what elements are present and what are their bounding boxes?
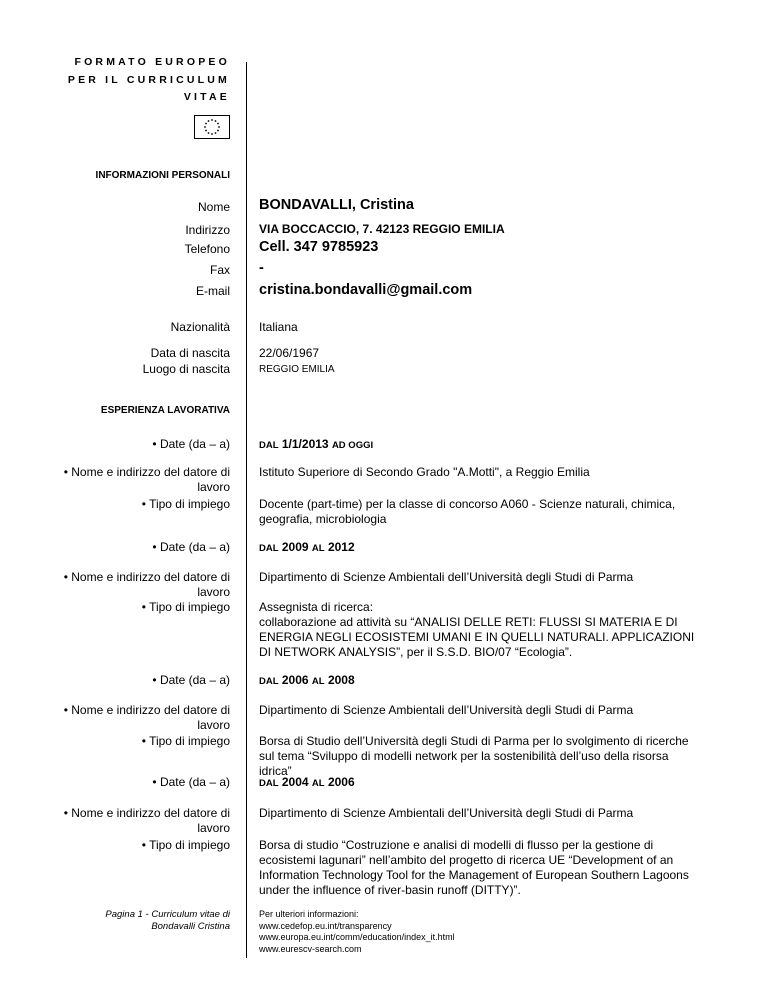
type-value: Borsa di Studio dell’Università degli Studi di Parma per lo svolgimento di ricerche sul tema “Sviluppo di modelli network per la sostenibilità dell’uso della risorsa idrica” (259, 734, 689, 778)
footer-link-cedefop[interactable]: www.cedefop.eu.int/transparency (259, 920, 392, 931)
date-value: DAL 2006 AL 2008 (259, 673, 355, 687)
employer-label: • Nome e indirizzo del datore di lavoro (63, 465, 230, 494)
phone-value: Cell. 347 9785923 (259, 239, 379, 255)
header-line-2: PER IL CURRICULUM (67, 74, 230, 86)
type-value: Docente (part-time) per la classe di concorso A060 - Scienze naturali, chimica, geografia, microbiologia (259, 497, 676, 526)
type-value: Borsa di studio “Costruzione e analisi di modelli di flusso per la gestione di ecosistemi lagunari” nell’ambito del progetto di ricerca UE “Development of an Information Technology Tool for the Management of European Southern Lagoons under the influence of river-basin runoff (DITTY)”. (259, 838, 689, 897)
date-value: DAL 2009 AL 2012 (259, 540, 355, 554)
section-title-personal: INFORMAZIONI PERSONALI (95, 170, 230, 181)
header-line-1: FORMATO EUROPEO (74, 56, 230, 68)
address-value: VIA BOCCACCIO, 7. 42123 REGGIO EMILIA (259, 222, 505, 236)
date-label: • Date (da – a) (152, 540, 230, 554)
employer-value: Dipartimento di Scienze Ambientali dell’Università degli Studi di Parma (259, 570, 634, 584)
page-footer-right (259, 909, 455, 955)
footer-link-eurescv[interactable]: www.eurescv-search.com (259, 943, 362, 954)
date-label: • Date (da – a) (152, 437, 230, 451)
employer-label: • Nome e indirizzo del datore di lavoro (63, 806, 230, 835)
nationality-value: Italiana (259, 320, 298, 334)
eu-flag-icon (194, 115, 230, 139)
birthplace-label: Luogo di nascita (142, 362, 230, 376)
footer-owner-name: Bondavalli Cristina (151, 921, 230, 932)
footer-page-label: Pagina 1 - Curriculum vitae di (105, 909, 230, 920)
employer-value: Dipartimento di Scienze Ambientali dell’Università degli Studi di Parma (259, 806, 634, 820)
page-footer-left (105, 909, 230, 933)
email-value: cristina.bondavalli@gmail.com (259, 282, 473, 298)
employer-label: • Nome e indirizzo del datore di lavoro (63, 570, 230, 599)
date-label: • Date (da – a) (152, 775, 230, 789)
phone-label: Telefono (184, 242, 230, 256)
date-label: • Date (da – a) (152, 673, 230, 687)
type-label: • Tipo di impiego (141, 600, 230, 614)
email-label: E-mail (195, 284, 230, 298)
employer-value: Istituto Superiore di Secondo Grado "A.Motti", a Reggio Emilia (259, 465, 590, 479)
date-value: DAL 2004 AL 2006 (259, 775, 355, 789)
footer-link-europa[interactable]: www.europa.eu.int/comm/education/index_it.html (259, 932, 455, 942)
address-label: Indirizzo (185, 223, 230, 237)
type-value: Assegnista di ricerca: collaborazione ad attività su “ANALISI DELLE RETI: FLUSSI SI MATERIA E DI ENERGIA NEGLI ECOSISTEMI UMANI E IN QUELLI NATURALI. APPLICAZIONI DI NETWORK ANALYSIS”, per il S.S.D. BIO/07 “Ecologia”. (259, 600, 695, 659)
name-value: BONDAVALLI, Cristina (259, 197, 414, 213)
employer-value: Dipartimento di Scienze Ambientali dell’Università degli Studi di Parma (259, 703, 634, 717)
name-label: Nome (197, 200, 230, 214)
type-label: • Tipo di impiego (141, 838, 230, 852)
date-value: DAL 1/1/2013 AD OGGI (259, 437, 374, 451)
section-title-experience: ESPERIENZA LAVORATIVA (100, 405, 230, 416)
nationality-label: Nazionalità (170, 320, 230, 334)
type-label: • Tipo di impiego (141, 497, 230, 511)
footer-info-label: Per ulteriori informazioni: (259, 909, 359, 919)
fax-value: - (259, 260, 264, 276)
birthplace-value: REGGIO EMILIA (259, 364, 335, 375)
header-line-3: VITAE (183, 91, 230, 103)
type-label: • Tipo di impiego (141, 734, 230, 748)
birthdate-label: Data di nascita (150, 346, 230, 360)
vertical-divider (246, 62, 247, 958)
birthdate-value: 22/06/1967 (259, 346, 320, 360)
fax-label: Fax (209, 263, 230, 277)
employer-label: • Nome e indirizzo del datore di lavoro (63, 703, 230, 732)
